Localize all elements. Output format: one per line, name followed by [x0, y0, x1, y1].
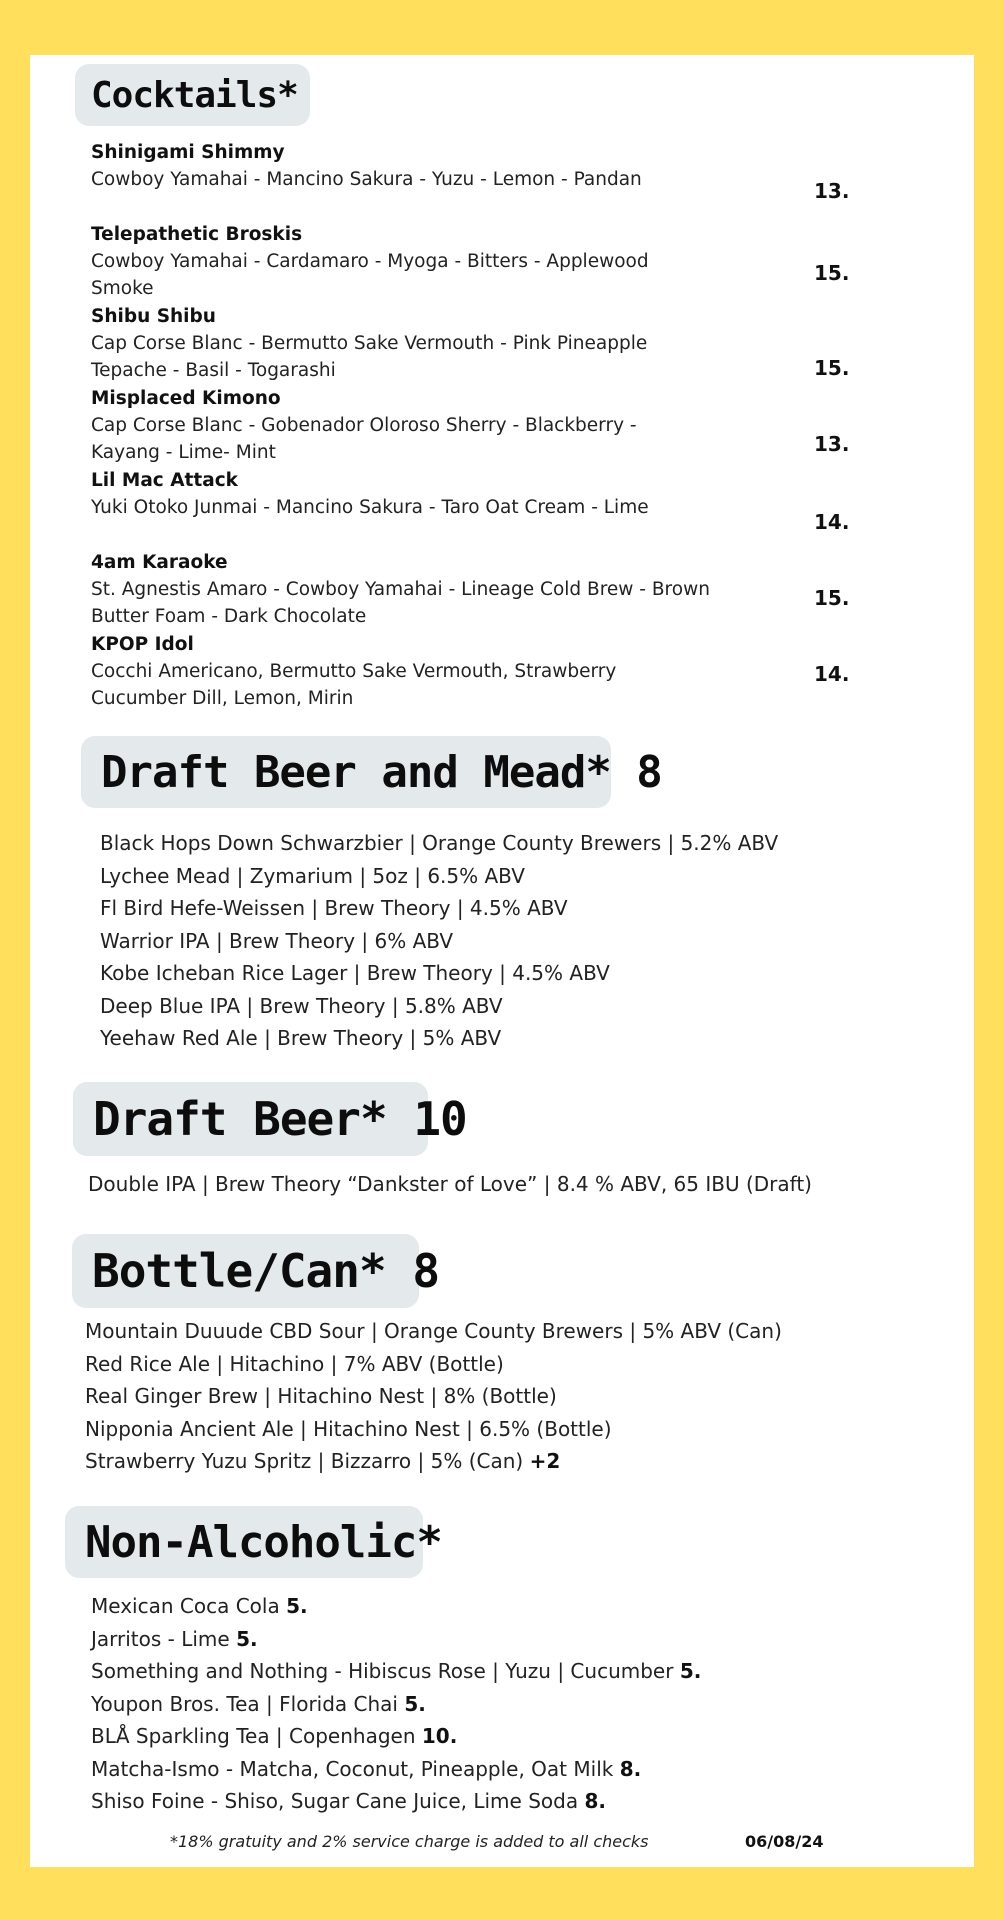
- menu-card: [30, 55, 974, 1867]
- cocktail-item: [91, 549, 891, 630]
- cocktail-item: [91, 221, 891, 302]
- cocktail-price: 14.: [814, 510, 850, 534]
- item-text: Strawberry Yuzu Spritz | Bizzarro | 5% (Can): [85, 1449, 530, 1473]
- draft-beer-mead-heading: Draft Beer and Mead* 8: [81, 736, 611, 808]
- cocktail-item: [91, 385, 891, 466]
- cocktail-price: 15.: [814, 261, 850, 285]
- cocktails-heading: Cocktails*: [75, 64, 310, 126]
- list-item: [91, 1655, 701, 1688]
- cocktail-name: Shinigami Shimmy: [91, 142, 285, 163]
- item-text: BLÅ Sparkling Tea | Copenhagen: [91, 1724, 422, 1748]
- cocktail-name: Misplaced Kimono: [91, 388, 281, 409]
- item-text: Mountain Duuude CBD Sour | Orange County Brewers | 5% ABV (Can): [85, 1319, 782, 1343]
- cocktail-description: Cowboy Yamahai - Mancino Sakura - Yuzu - Lemon - Pandan: [91, 169, 642, 190]
- item-price: 5.: [679, 1659, 702, 1683]
- item-text: Jarritos - Lime: [91, 1626, 237, 1651]
- cocktail-description: Cowboy Yamahai - Cardamaro - Myoga - Bitters - Applewood Smoke: [91, 251, 649, 299]
- list-item: [85, 1348, 782, 1381]
- draft-beer-10-heading: Draft Beer* 10: [73, 1082, 428, 1156]
- item-price: 5.: [236, 1626, 258, 1651]
- item-extra: +2: [529, 1449, 561, 1473]
- cocktail-name: KPOP Idol: [91, 634, 194, 655]
- item-price: 5.: [404, 1691, 426, 1716]
- cocktail-item: [91, 467, 891, 534]
- list-item: Black Hops Down Schwarzbier | Orange County Brewers | 5.2% ABV: [100, 831, 779, 855]
- cocktail-name: Shibu Shibu: [91, 306, 216, 327]
- cocktail-item: [91, 303, 891, 384]
- item-text: Nipponia Ancient Ale | Hitachino Nest | 6.5% (Bottle): [85, 1416, 612, 1441]
- non-alcoholic-list: [91, 1590, 701, 1818]
- list-item: [91, 1590, 701, 1623]
- list-item: Double IPA | Brew Theory “Dankster of Love” | 8.4 % ABV, 65 IBU (Draft): [88, 1172, 812, 1196]
- cocktail-name: Telepathetic Broskis: [91, 224, 303, 245]
- list-item: [91, 1720, 701, 1753]
- list-item: [91, 1688, 701, 1721]
- cocktail-price: 13.: [814, 179, 850, 203]
- cocktail-description: St. Agnestis Amaro - Cowboy Yamahai - Lineage Cold Brew - Brown Butter Foam - Dark Chocolate: [91, 579, 710, 627]
- list-item: [91, 1753, 701, 1786]
- gratuity-note: *18% gratuity and 2% service charge is added to all checks: [170, 1832, 649, 1851]
- list-item: [91, 1785, 701, 1818]
- cocktail-description: Cap Corse Blanc - Bermutto Sake Vermouth - Pink Pineapple Tepache - Basil - Togarashi: [91, 333, 648, 381]
- cocktail-price: 13.: [814, 432, 850, 456]
- list-item: Fl Bird Hefe-Weissen | Brew Theory | 4.5% ABV: [100, 896, 568, 920]
- list-item: [85, 1315, 782, 1348]
- item-text: Shiso Foine - Shiso, Sugar Cane Juice, Lime Soda: [91, 1789, 585, 1813]
- item-text: Red Rice Ale | Hitachino | 7% ABV (Bottle): [85, 1351, 504, 1376]
- cocktail-name: 4am Karaoke: [91, 552, 228, 573]
- draft-beer-10-list: [88, 1168, 812, 1201]
- item-text: Real Ginger Brew | Hitachino Nest | 8% (Bottle): [85, 1384, 557, 1408]
- list-item: [91, 1623, 701, 1656]
- bottle-can-list: [85, 1315, 782, 1478]
- list-item: [85, 1380, 782, 1413]
- non-alcoholic-heading: Non-Alcoholic*: [65, 1506, 423, 1578]
- cocktail-price: 15.: [814, 356, 850, 380]
- list-item: [85, 1445, 782, 1478]
- item-price: 10.: [421, 1724, 458, 1748]
- item-price: 5.: [286, 1594, 308, 1618]
- item-text: Something and Nothing - Hibiscus Rose | Yuzu | Cucumber: [91, 1659, 680, 1683]
- cocktail-item: [91, 139, 891, 203]
- item-text: Matcha-Ismo - Matcha, Coconut, Pineapple, Oat Milk: [91, 1756, 620, 1781]
- cocktail-price: 15.: [814, 586, 850, 610]
- list-item: Deep Blue IPA | Brew Theory | 5.8% ABV: [100, 993, 503, 1018]
- list-item: [85, 1413, 782, 1446]
- item-text: Mexican Coca Cola: [91, 1594, 287, 1618]
- draft-beer-mead-list: [100, 827, 778, 1055]
- cocktail-item: [91, 631, 891, 712]
- cocktail-description: Cap Corse Blanc - Gobenador Oloroso Sherry - Blackberry - Kayang - Lime- Mint: [91, 415, 637, 463]
- list-item: Lychee Mead | Zymarium | 5oz | 6.5% ABV: [100, 863, 525, 888]
- cocktail-description: Cocchi Americano, Bermutto Sake Vermouth, Strawberry Cucumber Dill, Lemon, Mirin: [91, 661, 617, 709]
- cocktail-name: Lil Mac Attack: [91, 470, 238, 491]
- item-price: 8.: [619, 1756, 642, 1781]
- item-price: 8.: [584, 1789, 606, 1813]
- cocktail-description: Yuki Otoko Junmai - Mancino Sakura - Taro Oat Cream - Lime: [91, 497, 649, 518]
- list-item: Yeehaw Red Ale | Brew Theory | 5% ABV: [100, 1026, 502, 1050]
- menu-date: 06/08/24: [745, 1832, 824, 1851]
- item-text: Youpon Bros. Tea | Florida Chai: [91, 1691, 405, 1716]
- bottle-can-heading: Bottle/Can* 8: [72, 1234, 419, 1308]
- list-item: Warrior IPA | Brew Theory | 6% ABV: [100, 928, 454, 953]
- cocktail-price: 14.: [814, 662, 850, 686]
- list-item: Kobe Icheban Rice Lager | Brew Theory | 4.5% ABV: [100, 961, 610, 985]
